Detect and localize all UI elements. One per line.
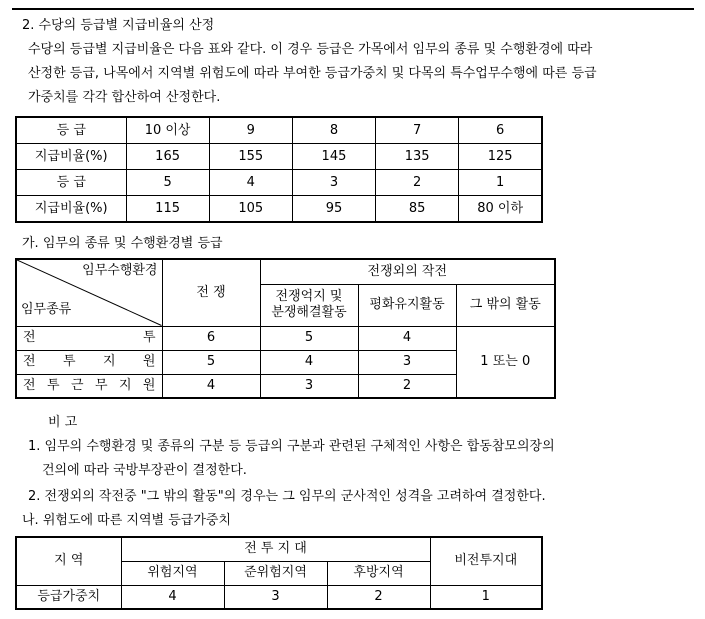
table-row xyxy=(16,170,542,196)
deterrence-header-line-2: 분쟁해결활동 xyxy=(271,305,347,320)
weight-header: 등급가중치 xyxy=(16,585,121,609)
grade-cell: 9 xyxy=(209,117,292,144)
non-combat-zone-header: 비전투지대 xyxy=(430,537,542,585)
rate-cell: 155 xyxy=(209,144,292,170)
label-char: 투 xyxy=(46,377,60,393)
label-char: 투 xyxy=(62,354,76,369)
subsection-b-heading: 나. 위험도에 따른 지역별 등급가중치 xyxy=(22,513,232,528)
war-cell: 5 xyxy=(162,350,260,374)
grade-cell: 4 xyxy=(209,170,292,196)
rate-cell: 135 xyxy=(376,144,459,170)
subsection-a-heading: 가. 임무의 종류 및 수행환경별 등급 xyxy=(22,236,223,251)
diagonal-header-cell xyxy=(16,259,162,326)
zone-header: 후방지역 xyxy=(327,561,430,585)
deterrence-cell: 3 xyxy=(260,374,358,398)
grade-cell: 1 xyxy=(459,170,542,196)
section-paragraph-line-2: 산정한 등급, 나목에서 지역별 위험도에 따라 부여한 등급가중치 및 다목의 특수업무수행에 따른 등급 xyxy=(28,66,597,81)
grade-cell: 6 xyxy=(459,117,542,144)
table-row xyxy=(16,326,555,350)
deterrence-cell: 5 xyxy=(260,326,358,350)
weight-cell: 2 xyxy=(327,585,430,609)
zone-header: 위험지역 xyxy=(121,561,224,585)
table-row xyxy=(16,259,555,284)
peacekeeping-cell: 4 xyxy=(358,326,456,350)
other-activity-header: 그 밖의 활동 xyxy=(456,284,555,326)
grade-cell: 8 xyxy=(292,117,375,144)
section-paragraph-line-3: 가중치를 각각 합산하여 산정한다. xyxy=(28,90,221,105)
table-row xyxy=(16,144,542,170)
label-char: 무 xyxy=(94,377,108,393)
weight-cell: 1 xyxy=(430,585,542,609)
note-1-line-2: 건의에 따라 국방부장관이 결정한다. xyxy=(42,463,247,478)
rate-cell: 85 xyxy=(376,196,459,223)
rate-header: 지급비율(%) xyxy=(16,144,126,170)
rate-cell: 105 xyxy=(209,196,292,223)
mission-label-combat xyxy=(16,326,162,350)
section-paragraph-line-1: 수당의 등급별 지급비율은 다음 표와 같다. 이 경우 등급은 가목에서 임무의 종류 및 수행환경에 따라 xyxy=(28,42,593,57)
label-char: 원 xyxy=(142,354,156,369)
other-activity-cell: 1 또는 0 xyxy=(456,326,555,398)
deterrence-header-line-1: 전쟁억지 및 xyxy=(275,289,343,304)
rate-cell: 95 xyxy=(292,196,375,223)
mission-label-combat-support xyxy=(16,350,162,374)
grade-header: 등 급 xyxy=(16,117,126,144)
note-2: 2. 전쟁외의 작전중 "그 밖의 활동"의 경우는 그 임무의 군사적인 성격을 고려하여 결정한다. xyxy=(28,489,546,504)
grade-cell: 2 xyxy=(376,170,459,196)
label-char: 지 xyxy=(102,354,116,369)
war-cell: 6 xyxy=(162,326,260,350)
table-row xyxy=(16,117,542,144)
rate-cell: 125 xyxy=(459,144,542,170)
label-char: 전 xyxy=(23,354,36,369)
mission-label-combat-service-support xyxy=(16,374,162,398)
mission-grade-table xyxy=(15,258,556,399)
grade-cell: 3 xyxy=(292,170,375,196)
rate-table xyxy=(15,116,543,223)
weight-cell: 3 xyxy=(224,585,327,609)
grade-header: 등 급 xyxy=(16,170,126,196)
deterrence-cell: 4 xyxy=(260,350,358,374)
table-row xyxy=(16,585,542,609)
label-char: 전 xyxy=(23,377,36,393)
grade-cell: 7 xyxy=(376,117,459,144)
deterrence-header xyxy=(260,284,358,326)
region-weight-table xyxy=(15,536,543,610)
weight-cell: 4 xyxy=(121,585,224,609)
note-1-line-1: 1. 임무의 수행환경 및 종류의 구분 등 등급의 구분과 관련된 구체적인 사항은 합동참모의장의 xyxy=(28,439,555,454)
rate-cell: 165 xyxy=(126,144,209,170)
grade-cell: 5 xyxy=(126,170,209,196)
table-row xyxy=(16,196,542,223)
diagonal-top-label: 임무수행환경 xyxy=(82,263,158,278)
rate-cell: 145 xyxy=(292,144,375,170)
peacekeeping-header: 평화유지활동 xyxy=(358,284,456,326)
zone-header: 준위험지역 xyxy=(224,561,327,585)
peacekeeping-cell: 2 xyxy=(358,374,456,398)
peacekeeping-cell: 3 xyxy=(358,350,456,374)
label-char: 지 xyxy=(118,377,132,393)
table-row xyxy=(16,537,542,561)
rate-cell: 115 xyxy=(126,196,209,223)
label-char: 투 xyxy=(142,330,156,345)
diagonal-bottom-label: 임무종류 xyxy=(21,301,72,317)
grade-cell: 10 이상 xyxy=(126,117,209,144)
top-rule xyxy=(12,8,694,10)
label-char: 전 xyxy=(23,330,36,345)
rate-header: 지급비율(%) xyxy=(16,196,126,223)
combat-zone-header: 전 투 지 대 xyxy=(121,537,430,561)
rate-cell: 80 이하 xyxy=(459,196,542,223)
section-heading: 2. 수당의 등급별 지급비율의 산정 xyxy=(22,18,215,33)
non-war-header: 전쟁외의 작전 xyxy=(260,259,555,284)
war-cell: 4 xyxy=(162,374,260,398)
notes-title: 비 고 xyxy=(48,415,78,430)
war-header: 전 쟁 xyxy=(162,259,260,326)
label-char: 근 xyxy=(70,377,84,393)
region-header: 지 역 xyxy=(16,537,121,585)
label-char: 원 xyxy=(142,377,156,393)
